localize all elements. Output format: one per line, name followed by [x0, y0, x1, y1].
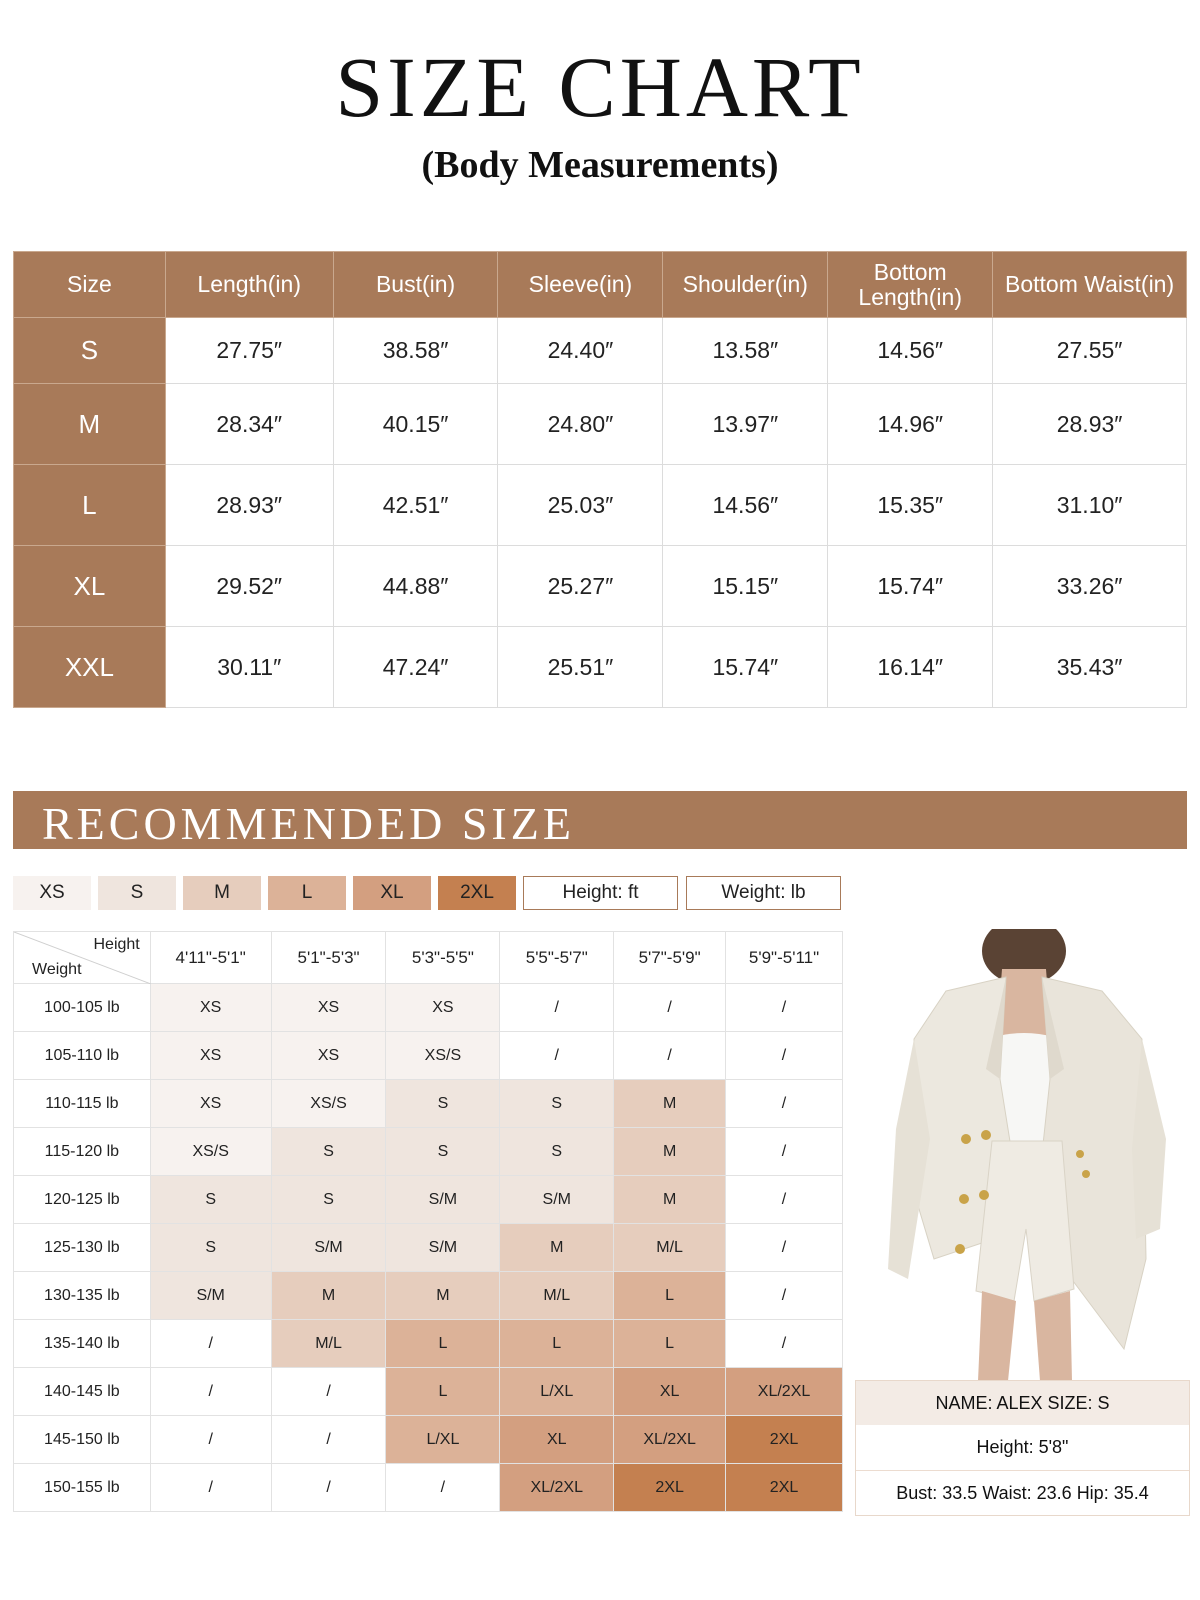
measurement-value: 28.93″ — [165, 465, 333, 546]
size-recommendation-cell: S — [150, 1224, 271, 1272]
size-recommendation-cell: M/L — [271, 1320, 386, 1368]
size-recommendation-cell: XL/2XL — [726, 1368, 843, 1416]
measurement-value: 25.27″ — [498, 546, 663, 627]
size-recommendation-cell: S — [386, 1080, 500, 1128]
recommendation-grid — [13, 931, 843, 1512]
measurement-row — [14, 318, 1187, 384]
measurement-value: 29.52″ — [165, 546, 333, 627]
measurement-value: 30.11″ — [165, 627, 333, 708]
measurement-value: 16.14″ — [828, 627, 993, 708]
size-recommendation-cell: S — [150, 1176, 271, 1224]
size-label: M — [14, 384, 166, 465]
size-recommendation-cell: / — [614, 984, 726, 1032]
weight-label: 105-110 lb — [14, 1032, 151, 1080]
page-subtitle: (Body Measurements) — [421, 144, 779, 186]
size-recommendation-cell: / — [386, 1464, 500, 1512]
legend-xl: XL — [353, 876, 431, 910]
measurement-value: 27.75″ — [165, 318, 333, 384]
size-recommendation-cell: XS — [150, 1080, 271, 1128]
size-recommendation-cell: M/L — [500, 1272, 614, 1320]
measurement-value: 28.93″ — [993, 384, 1187, 465]
size-recommendation-cell: / — [150, 1464, 271, 1512]
grid-row — [14, 1128, 843, 1176]
height-header: 5'3"-5'5" — [386, 932, 500, 984]
grid-row — [14, 1176, 843, 1224]
size-recommendation-cell: 2XL — [726, 1416, 843, 1464]
size-recommendation-cell: XS — [150, 984, 271, 1032]
size-recommendation-cell: XL/2XL — [614, 1416, 726, 1464]
size-recommendation-cell: XS/S — [386, 1032, 500, 1080]
grid-row — [14, 1464, 843, 1512]
size-recommendation-cell: S — [500, 1128, 614, 1176]
size-recommendation-cell: / — [726, 1032, 843, 1080]
measurement-value: 15.15″ — [663, 546, 828, 627]
size-recommendation-cell: S — [271, 1176, 386, 1224]
size-recommendation-cell: / — [150, 1320, 271, 1368]
size-recommendation-cell: M — [500, 1224, 614, 1272]
recommended-size-banner — [13, 791, 1187, 849]
size-recommendation-cell: XL — [500, 1416, 614, 1464]
height-header: 5'9"-5'11" — [726, 932, 843, 984]
height-header: 5'5"-5'7" — [500, 932, 614, 984]
column-header: Shoulder(in) — [663, 252, 828, 318]
size-recommendation-cell: / — [614, 1032, 726, 1080]
size-recommendation-cell: / — [726, 1128, 843, 1176]
weight-label: 140-145 lb — [14, 1368, 151, 1416]
weight-label: 150-155 lb — [14, 1464, 151, 1512]
recommended-size-title: RECOMMENDED SIZE — [42, 798, 575, 849]
size-recommendation-cell: L/XL — [386, 1416, 500, 1464]
measurement-value: 27.55″ — [993, 318, 1187, 384]
legend-l: L — [268, 876, 346, 910]
measurement-value: 24.80″ — [498, 384, 663, 465]
size-recommendation-cell: / — [271, 1416, 386, 1464]
model-photo — [874, 929, 1180, 1381]
grid-row — [14, 984, 843, 1032]
measurement-value: 44.88″ — [333, 546, 498, 627]
grid-row — [14, 1416, 843, 1464]
size-recommendation-cell: XS — [150, 1032, 271, 1080]
size-recommendation-cell: XS — [271, 1032, 386, 1080]
measurement-value: 40.15″ — [333, 384, 498, 465]
legend-2xl: 2XL — [438, 876, 516, 910]
size-label: L — [14, 465, 166, 546]
size-recommendation-cell: S — [386, 1128, 500, 1176]
measurement-value: 42.51″ — [333, 465, 498, 546]
size-recommendation-cell: M — [614, 1080, 726, 1128]
size-recommendation-cell: S — [271, 1128, 386, 1176]
size-recommendation-cell: S/M — [271, 1224, 386, 1272]
size-recommendation-cell: 2XL — [726, 1464, 843, 1512]
grid-corner — [14, 932, 151, 984]
size-recommendation-cell: / — [726, 1176, 843, 1224]
size-recommendation-cell: M — [271, 1272, 386, 1320]
weight-label: 120-125 lb — [14, 1176, 151, 1224]
size-recommendation-cell: S/M — [386, 1176, 500, 1224]
size-recommendation-cell: L — [614, 1272, 726, 1320]
weight-label: 100-105 lb — [14, 984, 151, 1032]
measurement-value: 24.40″ — [498, 318, 663, 384]
model-name-size: NAME: ALEX SIZE: S — [856, 1381, 1189, 1425]
corner-height-label: Height — [93, 936, 140, 953]
size-recommendation-cell: L — [386, 1368, 500, 1416]
size-label: S — [14, 318, 166, 384]
corner-weight-label: Weight — [32, 961, 82, 978]
measurement-value: 14.96″ — [828, 384, 993, 465]
size-recommendation-cell: S/M — [386, 1224, 500, 1272]
size-recommendation-cell: XL/2XL — [500, 1464, 614, 1512]
size-recommendation-cell: XL — [614, 1368, 726, 1416]
model-info-card — [855, 1380, 1190, 1516]
size-recommendation-cell: M — [614, 1176, 726, 1224]
measurement-value: 25.51″ — [498, 627, 663, 708]
column-header: Size — [14, 252, 166, 318]
measurement-header-row — [14, 252, 1187, 318]
size-recommendation-cell: / — [500, 984, 614, 1032]
size-recommendation-cell: L — [614, 1320, 726, 1368]
size-recommendation-cell: XS/S — [271, 1080, 386, 1128]
weight-label: 135-140 lb — [14, 1320, 151, 1368]
measurement-table — [13, 251, 1187, 708]
height-header: 5'1"-5'3" — [271, 932, 386, 984]
size-recommendation-cell: XS — [386, 984, 500, 1032]
measurement-row — [14, 465, 1187, 546]
height-header: 4'11"-5'1" — [150, 932, 271, 984]
size-recommendation-cell: / — [271, 1464, 386, 1512]
size-recommendation-cell: M — [386, 1272, 500, 1320]
legend-s: S — [98, 876, 176, 910]
measurement-value: 47.24″ — [333, 627, 498, 708]
weight-label: 115-120 lb — [14, 1128, 151, 1176]
measurement-row — [14, 546, 1187, 627]
size-recommendation-cell: / — [726, 1224, 843, 1272]
page-title: SIZE CHART — [335, 39, 865, 135]
column-header: Bottom Length(in) — [828, 252, 993, 318]
legend-m: M — [183, 876, 261, 910]
model-height: Height: 5'8" — [856, 1425, 1189, 1471]
measurement-value: 14.56″ — [663, 465, 828, 546]
measurement-value: 13.58″ — [663, 318, 828, 384]
measurement-row — [14, 627, 1187, 708]
measurement-value: 15.74″ — [828, 546, 993, 627]
size-recommendation-cell: L — [386, 1320, 500, 1368]
legend-xs: XS — [13, 876, 91, 910]
weight-label: 110-115 lb — [14, 1080, 151, 1128]
size-recommendation-cell: 2XL — [614, 1464, 726, 1512]
measurement-value: 25.03″ — [498, 465, 663, 546]
measurement-value: 14.56″ — [828, 318, 993, 384]
measurement-row — [14, 384, 1187, 465]
size-recommendation-cell: / — [150, 1416, 271, 1464]
measurement-value: 15.35″ — [828, 465, 993, 546]
size-recommendation-cell: XS/S — [150, 1128, 271, 1176]
size-recommendation-cell: S/M — [150, 1272, 271, 1320]
size-recommendation-cell: L — [500, 1320, 614, 1368]
size-recommendation-cell: / — [500, 1032, 614, 1080]
measurement-value: 31.10″ — [993, 465, 1187, 546]
size-recommendation-cell: / — [726, 1272, 843, 1320]
size-recommendation-cell: XS — [271, 984, 386, 1032]
size-label: XXL — [14, 627, 166, 708]
weight-label: 145-150 lb — [14, 1416, 151, 1464]
size-recommendation-cell: M/L — [614, 1224, 726, 1272]
weight-label: 130-135 lb — [14, 1272, 151, 1320]
size-recommendation-cell: / — [726, 1080, 843, 1128]
measurement-value: 33.26″ — [993, 546, 1187, 627]
grid-header-row — [14, 932, 843, 984]
size-recommendation-cell: / — [150, 1368, 271, 1416]
column-header: Bust(in) — [333, 252, 498, 318]
size-recommendation-cell: S/M — [500, 1176, 614, 1224]
grid-row — [14, 1272, 843, 1320]
column-header: Bottom Waist(in) — [993, 252, 1187, 318]
grid-row — [14, 1032, 843, 1080]
grid-row — [14, 1368, 843, 1416]
column-header: Sleeve(in) — [498, 252, 663, 318]
height-header: 5'7"-5'9" — [614, 932, 726, 984]
size-label: XL — [14, 546, 166, 627]
column-header: Length(in) — [165, 252, 333, 318]
grid-row — [14, 1320, 843, 1368]
measurement-value: 13.97″ — [663, 384, 828, 465]
grid-row — [14, 1080, 843, 1128]
measurement-value: 38.58″ — [333, 318, 498, 384]
size-recommendation-cell: S — [500, 1080, 614, 1128]
legend-weight-unit: Weight: lb — [686, 876, 841, 910]
legend-height-unit: Height: ft — [523, 876, 678, 910]
measurement-value: 28.34″ — [165, 384, 333, 465]
size-recommendation-cell: / — [271, 1368, 386, 1416]
size-recommendation-cell: M — [614, 1128, 726, 1176]
measurement-value: 15.74″ — [663, 627, 828, 708]
size-recommendation-cell: L/XL — [500, 1368, 614, 1416]
size-recommendation-cell: / — [726, 1320, 843, 1368]
weight-label: 125-130 lb — [14, 1224, 151, 1272]
grid-row — [14, 1224, 843, 1272]
model-measurements: Bust: 33.5 Waist: 23.6 Hip: 35.4 — [896, 1482, 1149, 1503]
size-recommendation-cell: / — [726, 984, 843, 1032]
measurement-value: 35.43″ — [993, 627, 1187, 708]
